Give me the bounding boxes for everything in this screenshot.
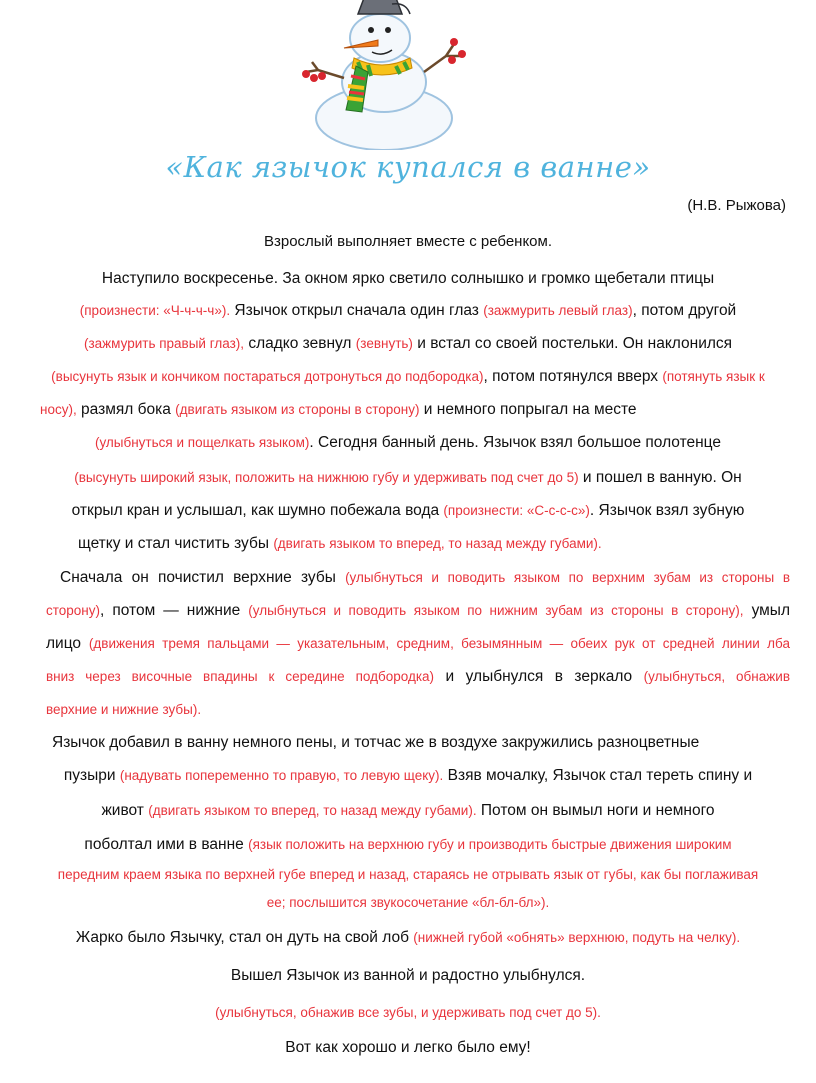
story-line bbox=[0, 801, 816, 821]
story-text: и пошел в ванную. Он bbox=[578, 469, 742, 486]
instruction-text: сторону) bbox=[46, 603, 101, 618]
story-line bbox=[46, 700, 346, 720]
story-line bbox=[60, 568, 790, 588]
story-line bbox=[0, 334, 816, 354]
story-text: пузыри bbox=[63, 767, 120, 784]
story-text: Язычок открыл сначала один глаз bbox=[230, 302, 484, 319]
story-text: сладко зевнул bbox=[244, 335, 356, 352]
instruction-text: вниз через височные впадины к середине подбородка) bbox=[46, 669, 435, 684]
instruction-text: (движения тремя пальцами — указательным, средним, безымянным — обеих рук от средней линии лба bbox=[88, 636, 790, 651]
story-text: размял бока bbox=[76, 401, 176, 418]
story-line bbox=[0, 766, 816, 786]
instruction-text: (улыбнуться и поводить языком по верхним зубам из стороны в bbox=[345, 570, 791, 585]
story-line bbox=[0, 893, 816, 913]
instruction-text: (улыбнуться и пощелкать языком) bbox=[94, 435, 310, 450]
story-text: Взяв мочалку, Язычок стал тереть спину и bbox=[443, 767, 753, 784]
story-text: , потом потянулся вверх bbox=[483, 368, 663, 385]
story-line bbox=[40, 400, 740, 420]
instruction-text: (надувать попеременно то правую, то левую щеку). bbox=[119, 768, 444, 783]
story-text: щетку и стал чистить зубы bbox=[78, 535, 274, 552]
instruction-text: (двигать языком то вперед, то назад между губами). bbox=[148, 803, 477, 818]
instruction-text: (улыбнуться, обнажив bbox=[643, 669, 790, 684]
story-line bbox=[46, 667, 790, 687]
instruction-text: (зажмурить правый глаз), bbox=[83, 336, 245, 351]
instruction-text: передним краем языка по верхней губе вперед и назад, стараясь не отрывать язык от губы, как бы поглаживая bbox=[57, 867, 759, 882]
story-text: поболтал ими в ванне bbox=[84, 836, 249, 853]
story-line bbox=[0, 1038, 816, 1058]
story-text: . Сегодня банный день. Язычок взял большое полотенце bbox=[309, 434, 722, 451]
instruction-text: (потянуть язык к bbox=[662, 369, 765, 384]
story-text: умыл bbox=[743, 602, 790, 619]
story-text: Сначала он почистил верхние зубы bbox=[60, 569, 346, 586]
story-line bbox=[0, 1003, 816, 1023]
story-line bbox=[78, 534, 678, 554]
story-line bbox=[0, 835, 816, 855]
story-line bbox=[0, 928, 816, 948]
story-title: «Как язычок купался в ванне» bbox=[165, 150, 651, 184]
story-text: Жарко было Язычку, стал он дуть на свой лоб bbox=[75, 929, 414, 946]
story-line bbox=[52, 733, 772, 753]
story-text: , потом другой bbox=[632, 302, 737, 319]
instruction-text: (зажмурить левый глаз) bbox=[483, 303, 633, 318]
snowman-illustration bbox=[296, 0, 476, 150]
story-line bbox=[0, 301, 816, 321]
story-text: лицо bbox=[46, 635, 89, 652]
story-text: и встал со своей постельки. Он наклонился bbox=[412, 335, 733, 352]
story-text: Вот как хорошо и легко было ему! bbox=[285, 1039, 531, 1056]
story-text: открыл кран и услышал, как шумно побежала вода bbox=[71, 502, 444, 519]
instruction-text: верхние и нижние зубы). bbox=[46, 702, 202, 717]
instruction-text: (произнести: «Ч-ч-ч-ч»). bbox=[79, 303, 231, 318]
instruction-text: (улыбнуться, обнажив все зубы, и удерживать под счет до 5). bbox=[215, 1005, 601, 1020]
story-line bbox=[46, 601, 790, 621]
story-text: Наступило воскресенье. За окном ярко светило солнышко и громко щебетали птицы bbox=[101, 270, 715, 287]
instruction-text: (высунуть язык и кончиком постараться дотронуться до подбородка) bbox=[51, 369, 484, 384]
story-line bbox=[0, 865, 816, 885]
instruction-text: (улыбнуться и поводить языком по нижним зубам из стороны в сторону), bbox=[248, 603, 744, 618]
instruction-text: (произнести: «С-с-с-с») bbox=[443, 503, 590, 518]
story-text: Язычок добавил в ванну немного пены, и тотчас же в воздухе закружились разноцветные bbox=[52, 734, 700, 751]
instruction-text: (язык положить на верхнюю губу и производить быстрые движения широким bbox=[248, 837, 732, 852]
instruction-text: (двигать языком то вперед, то назад между губами). bbox=[273, 536, 602, 551]
story-line bbox=[0, 501, 816, 521]
story-line bbox=[0, 468, 816, 488]
story-text: , потом — нижние bbox=[100, 602, 249, 619]
instruction-text: ее; послышится звукосочетание «бл-бл-бл»). bbox=[266, 895, 550, 910]
lead-instruction: Взрослый выполняет вместе с ребенком. bbox=[263, 233, 553, 250]
author-credit: (Н.В. Рыжова) bbox=[687, 197, 786, 214]
instruction-text: (двигать языком из стороны в сторону) bbox=[175, 402, 420, 417]
story-text: Потом он вымыл ноги и немного bbox=[476, 802, 715, 819]
story-text: . Язычок взял зубную bbox=[589, 502, 745, 519]
story-text: и улыбнулся в зеркало bbox=[434, 668, 644, 685]
instruction-text: носу), bbox=[40, 402, 77, 417]
story-line bbox=[0, 966, 816, 986]
story-text: и немного попрыгал на месте bbox=[419, 401, 637, 418]
instruction-text: (нижней губой «обнять» верхнюю, подуть на челку). bbox=[413, 930, 741, 945]
story-text: Вышел Язычок из ванной и радостно улыбнулся. bbox=[230, 967, 586, 984]
story-line bbox=[0, 269, 816, 289]
story-line bbox=[0, 367, 816, 387]
instruction-text: (зевнуть) bbox=[355, 336, 413, 351]
story-line bbox=[46, 634, 790, 654]
instruction-text: (высунуть широкий язык, положить на нижнюю губу и удерживать под счет до 5) bbox=[74, 470, 579, 485]
story-line bbox=[0, 433, 816, 453]
story-text: живот bbox=[101, 802, 149, 819]
